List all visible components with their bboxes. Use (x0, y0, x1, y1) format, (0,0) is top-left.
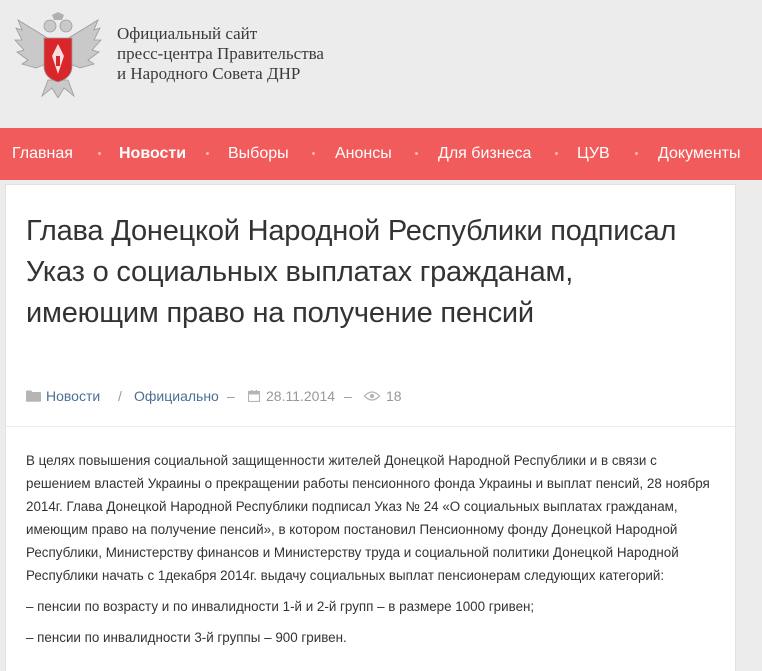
site-title-line: Официальный сайт (117, 24, 258, 43)
nav-separator (415, 152, 418, 155)
site-title-line: пресс-центра Правительства (117, 44, 324, 63)
nav-separator (555, 152, 558, 155)
article-paragraph: – пенсии по возрасту и по инвалидности 1-й и 2-й групп – в размере 1000 гривен; (26, 599, 535, 614)
nav-separator (206, 152, 209, 155)
article-paragraph: В целях повышения социальной защищенности жителей Донецкой Народной Республики и в связи с решением властей Украины о прекращении работы пенсионного фонда Украины и выплат пенсий, 28 ноября 2014г. Глава Донецкой Народной Республики подписал Указ № 24 «О социальных выплатах гражданам, имеющим право на получение пенсий», в котором постановил Пенсионному фонду Донецкой Народной Республики, Министерству финансов и Министерству труда и социальной политики Донецкой Народной Республики начать с 1декабря 2014г. выдачу социальных выплат пенсионерам следующих категорий: (26, 453, 710, 583)
coat-of-arms-logo[interactable] (12, 12, 104, 98)
nav-item-elections[interactable]: Выборы (228, 145, 289, 162)
folder-icon (26, 390, 41, 402)
nav-item-tsuv[interactable]: ЦУВ (577, 145, 610, 162)
calendar-icon (248, 390, 260, 402)
meta-dash: – (344, 388, 352, 404)
view-count: 18 (386, 388, 402, 404)
article-paragraph: – пенсии по инвалидности 3-й группы – 900 гривен. (26, 630, 347, 645)
nav-item-business[interactable]: Для бизнеса (438, 145, 532, 162)
subcategory-link[interactable]: Официально (134, 388, 219, 404)
nav-item-announcements[interactable]: Анонсы (335, 145, 392, 162)
nav-separator (312, 152, 315, 155)
meta-separator: / (118, 388, 122, 404)
category-link[interactable]: Новости (46, 388, 101, 404)
site-title[interactable] (117, 24, 324, 84)
nav-separator (635, 152, 638, 155)
site-title-line: и Народного Совета ДНР (117, 64, 301, 83)
article-title: Глава Донецкой Народной Республики подписал Указ о социальных выплатах гражданам, имеющим право на получение пенсий (26, 215, 677, 329)
nav-item-news[interactable]: Новости (119, 145, 187, 162)
eye-icon (364, 391, 380, 401)
divider (6, 426, 735, 427)
article-body (26, 449, 716, 657)
site-header (0, 0, 762, 128)
article-card (5, 184, 736, 671)
meta-dash: – (227, 388, 235, 404)
nav-separator (98, 152, 101, 155)
nav-item-documents[interactable]: Документы (658, 145, 741, 162)
article-date: 28.11.2014 (266, 388, 336, 404)
nav-item-home[interactable]: Главная (12, 145, 73, 162)
main-nav (0, 128, 762, 180)
